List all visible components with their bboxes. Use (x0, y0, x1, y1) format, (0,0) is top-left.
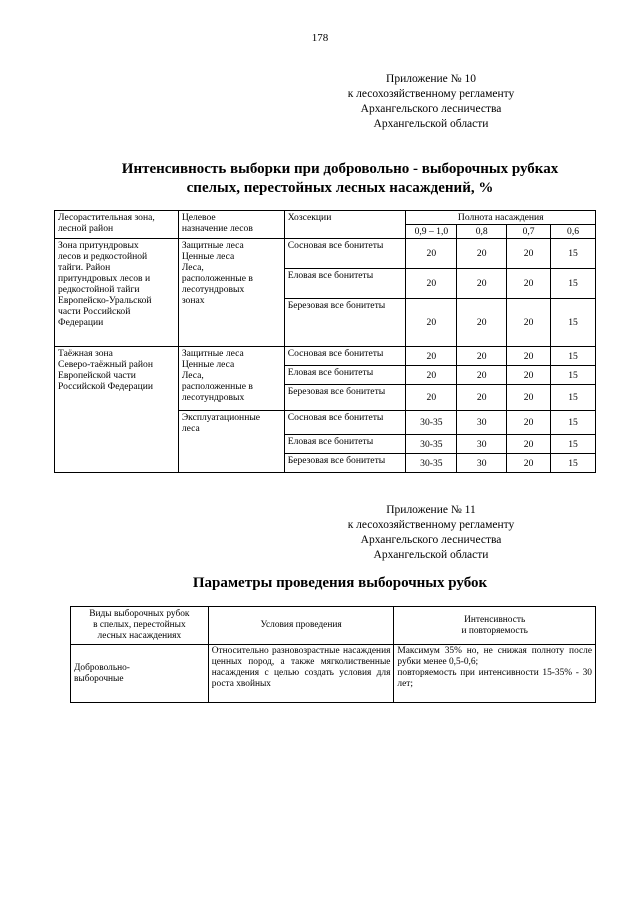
value-cell: 15 (551, 366, 596, 385)
header-conditions: Условия проведения (208, 607, 394, 645)
value-cell: 15 (551, 385, 596, 411)
header-text: Лесорастительная зона, (58, 212, 155, 223)
purpose-line: Эксплуатационные (181, 412, 261, 423)
zone-line: притундровых лесов и (58, 273, 151, 284)
header-text: назначение лесов (181, 223, 253, 234)
value-cell: 30 (457, 411, 507, 435)
value-cell: 20 (457, 239, 507, 269)
purpose-line: Леса, (181, 262, 204, 273)
zone-line: Российской Федерации (58, 381, 153, 392)
value-cell: 20 (507, 299, 551, 347)
kind-line: выборочные (74, 673, 124, 684)
section-cell: Березовая все бонитеты (284, 299, 406, 347)
header-purpose (178, 211, 284, 239)
section-cell: Березовая все бонитеты (284, 385, 406, 411)
purpose-line: Защитные леса (181, 348, 244, 359)
value-cell: 30-35 (406, 435, 457, 454)
section-cell: Сосновая все бонитеты (284, 239, 406, 269)
appendix-line: к лесохозяйственному регламенту (347, 88, 515, 100)
zone-line: Зона притундровых (58, 240, 139, 251)
purpose-cell (178, 347, 284, 411)
value-cell: 20 (457, 299, 507, 347)
appendix-11-header (320, 503, 542, 563)
title-line: Интенсивность выборки при добровольно - выборочных рубках (121, 161, 559, 177)
value-cell: 15 (551, 269, 596, 299)
value-cell: 20 (507, 411, 551, 435)
section-cell: Березовая все бонитеты (284, 454, 406, 473)
title-intensity (60, 160, 620, 198)
zone-line: Европейской части (58, 370, 136, 381)
purpose-line: расположенные в (181, 273, 253, 284)
intensity-cell (394, 645, 596, 703)
value-cell: 20 (507, 385, 551, 411)
value-cell: 20 (457, 385, 507, 411)
value-cell: 20 (507, 435, 551, 454)
appendix-line: Архангельской области (373, 549, 489, 561)
zone-line: тайги. Район (58, 262, 111, 273)
value-cell: 15 (551, 454, 596, 473)
value-cell: 20 (406, 269, 457, 299)
purpose-line: зонах (181, 295, 205, 306)
header-density-col: 0,8 (457, 225, 507, 239)
page-number: 178 (311, 32, 329, 44)
value-cell: 20 (507, 269, 551, 299)
intensity-line: Максимум 35% но, не снижая полноту после рубки менее 0,5-0,6; (397, 646, 592, 667)
header-text: лесных насаждениях (97, 631, 182, 641)
value-cell: 15 (551, 347, 596, 366)
value-cell: 15 (551, 435, 596, 454)
purpose-cell (178, 239, 284, 347)
value-cell: 15 (551, 411, 596, 435)
value-cell: 30-35 (406, 411, 457, 435)
purpose-line: расположенные в (181, 381, 253, 392)
value-cell: 20 (457, 347, 507, 366)
value-cell: 20 (406, 299, 457, 347)
header-density-col: 0,9 – 1,0 (406, 225, 457, 239)
appendix-line: Приложение № 10 (386, 73, 476, 85)
value-cell: 20 (507, 347, 551, 366)
purpose-line: Леса, (181, 370, 204, 381)
section-cell: Еловая все бонитеты (284, 269, 406, 299)
purpose-line: леса (181, 423, 200, 434)
value-cell: 20 (507, 366, 551, 385)
appendix-10-header (320, 72, 542, 132)
appendix-line: Приложение № 11 (386, 504, 476, 516)
section-cell: Сосновая все бонитеты (284, 411, 406, 435)
zone-line: лесов и редкостойной (58, 251, 148, 262)
header-text: и повторяемость (461, 625, 528, 636)
appendix-line: Архангельской области (373, 118, 489, 130)
zone-line: части Российской (58, 306, 131, 317)
zone-line: редкостойной тайги (58, 284, 140, 295)
value-cell: 20 (507, 239, 551, 269)
kind-cell (71, 645, 209, 703)
value-cell: 30-35 (406, 454, 457, 473)
purpose-line: Ценные леса (181, 251, 235, 262)
intensity-line: повторяемость при интенсивности 15-35% - 30 лет; (397, 668, 592, 689)
zone-line: Федерации (58, 317, 104, 328)
intensity-table (54, 210, 596, 473)
zone-line: Таёжная зона (58, 348, 113, 359)
purpose-line: Защитные леса (181, 240, 244, 251)
parameters-table (70, 606, 596, 703)
value-cell: 20 (406, 347, 457, 366)
zone-cell (55, 347, 179, 473)
table-row (55, 347, 596, 366)
section-cell: Еловая все бонитеты (284, 435, 406, 454)
header-zone (55, 211, 179, 239)
header-text: лесной район (58, 223, 114, 234)
header-density-col: 0,6 (551, 225, 596, 239)
header-intensity (394, 607, 596, 645)
purpose-line: лесотундровых (181, 284, 245, 295)
value-cell: 20 (406, 385, 457, 411)
value-cell: 20 (457, 366, 507, 385)
header-text: в спелых, перестойных (93, 620, 186, 630)
conditions-cell: Относительно разновозрастные насаждения ценных пород, а также мягколиственные насаждения с целью создать условия для роста хвойных (208, 645, 394, 703)
value-cell: 20 (406, 239, 457, 269)
table-row (71, 645, 596, 703)
value-cell: 15 (551, 239, 596, 269)
header-text: Интенсивность (464, 614, 526, 625)
title-line: спелых, перестойных лесных насаждений, % (186, 180, 494, 196)
header-density: Полнота насаждения (406, 211, 596, 225)
header-text: Целевое (181, 212, 216, 223)
value-cell: 30 (457, 435, 507, 454)
title-parameters: Параметры проведения выборочных рубок (192, 575, 488, 591)
purpose-cell (178, 411, 284, 473)
zone-cell (55, 239, 179, 347)
section-cell: Сосновая все бонитеты (284, 347, 406, 366)
value-cell: 20 (507, 454, 551, 473)
value-cell: 20 (457, 269, 507, 299)
appendix-line: Архангельского лесничества (360, 103, 502, 115)
header-text: Виды выборочных рубок (89, 609, 190, 619)
value-cell: 30 (457, 454, 507, 473)
value-cell: 20 (406, 366, 457, 385)
table-row (55, 239, 596, 269)
kind-line: Добровольно- (74, 662, 130, 673)
purpose-line: лесотундровых (181, 392, 245, 403)
purpose-line: Ценные леса (181, 359, 235, 370)
zone-line: Северо-таёжный район (58, 359, 153, 370)
appendix-line: к лесохозяйственному регламенту (347, 519, 515, 531)
value-cell: 15 (551, 299, 596, 347)
appendix-line: Архангельского лесничества (360, 534, 502, 546)
zone-line: Европейско-Уральской (58, 295, 152, 306)
section-cell: Еловая все бонитеты (284, 366, 406, 385)
header-section: Хозсекции (284, 211, 406, 239)
header-density-col: 0,7 (507, 225, 551, 239)
header-kinds (71, 607, 209, 645)
